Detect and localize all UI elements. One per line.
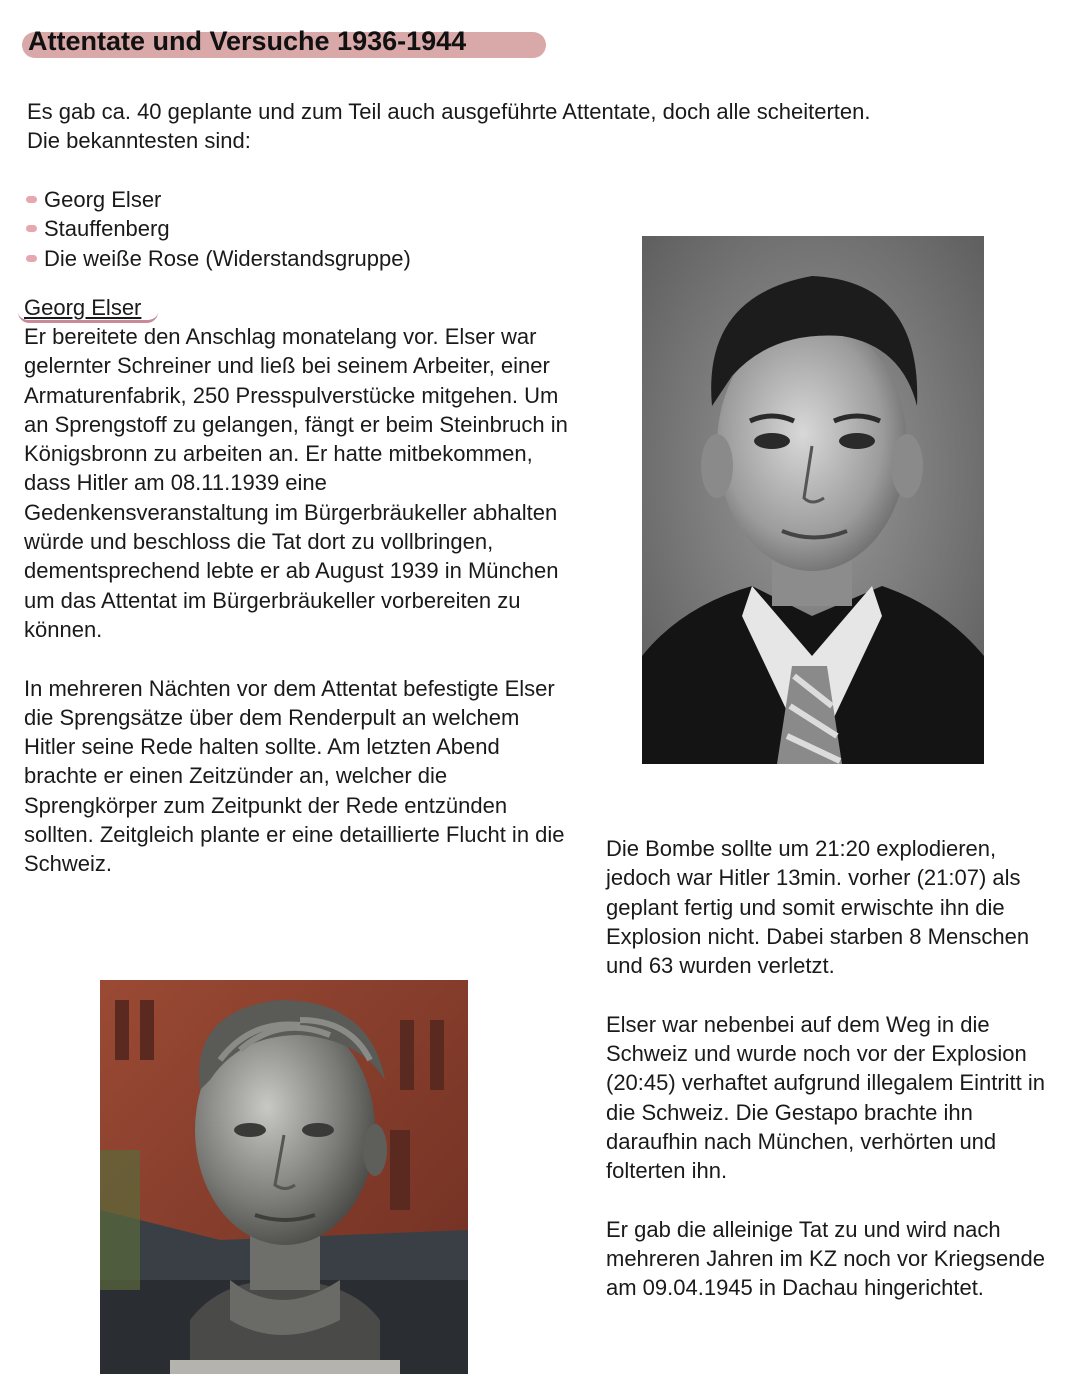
right-column-text bbox=[606, 834, 1066, 1303]
bullet-icon bbox=[26, 196, 37, 203]
intro-line-2: Die bekanntesten sind: bbox=[27, 128, 251, 154]
intro-text bbox=[27, 97, 1027, 156]
attempt-list bbox=[26, 185, 411, 273]
list-item: Die weiße Rose (Widerstandsgruppe) bbox=[26, 244, 411, 273]
paragraph: Elser war nebenbei auf dem Weg in die Schweiz und wurde noch vor der Explosion (20:45) verhaftet aufgrund illegalem Eintritt in die Schweiz. Die Gestapo brachte ihn daraufhin nach München, verhörten und folterten ihn. bbox=[606, 1011, 1046, 1184]
list-item: Stauffenberg bbox=[26, 214, 411, 243]
paragraph: In mehreren Nächten vor dem Attentat befestigte Elser die Sprengsätze über dem Renderpult an welchem Hitler seine Rede halten sollte. Am letzten Abend brachte er einen Zeitzünder an, welcher die Sprengkörper zum Zeitpunkt der Rede entzünden sollten. Zeitgleich plante er eine detaillierte Flucht in die Schweiz. bbox=[24, 675, 565, 877]
title-block bbox=[22, 24, 466, 58]
section-heading: Georg Elser bbox=[24, 295, 142, 320]
paragraph: Die Bombe sollte um 21:20 explodieren, jedoch war Hitler 13min. vorher (21:07) als geplant fertig und somit erwischte ihn die Explosion nicht. Dabei starben 8 Menschen und 63 wurden verletzt. bbox=[606, 836, 1030, 979]
list-item: Georg Elser bbox=[26, 185, 411, 214]
bullet-icon bbox=[26, 225, 37, 232]
paragraph: Er bereitete den Anschlag monatelang vor. Elser war gelernter Schreiner und ließ bei seinem Arbeiter, einer Armaturenfabrik, 250 Presspulverstücke mitgehen. Um an Sprengstoff zu gelangen, fängt er beim Steinbruch in Königsbronn zu arbeiten an. Er hatte mitbekommen, dass Hitler am 08.11.1939 eine Gedenkensveranstaltung im Bürgerbräukeller abhalten würde und beschloss die Tat dort zu vollbringen, dementsprechend lebte er ab August 1939 in München um das Attentat im Bürgerbräukeller vorbereiten zu können. bbox=[24, 324, 568, 642]
page-title: Attentate und Versuche 1936-1944 bbox=[28, 26, 467, 56]
portrait-photo bbox=[642, 236, 984, 764]
left-column-text bbox=[24, 322, 569, 879]
bullet-icon bbox=[26, 255, 37, 262]
bust-sculpture-photo bbox=[100, 980, 468, 1374]
intro-line-1: Es gab ca. 40 geplante und zum Teil auch ausgeführte Attentate, doch alle scheiterten. bbox=[27, 99, 871, 124]
paragraph: Er gab die alleinige Tat zu und wird nach mehreren Jahren im KZ noch vor Kriegsende am 09.04.1945 in Dachau hingerichtet. bbox=[606, 1216, 1045, 1301]
